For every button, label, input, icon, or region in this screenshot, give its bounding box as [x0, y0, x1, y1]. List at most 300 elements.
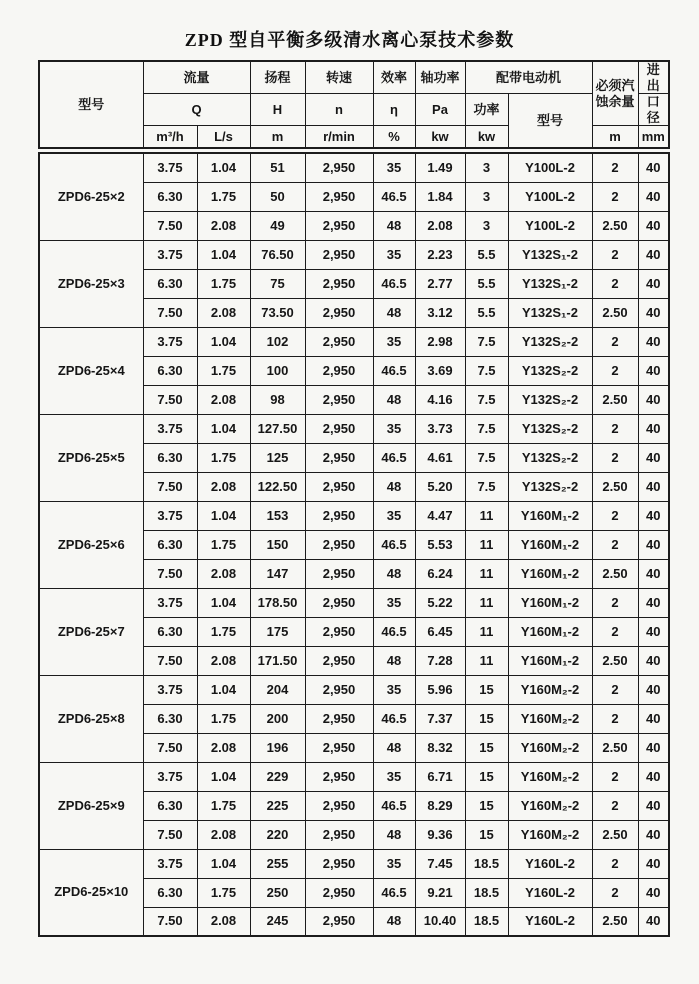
value-cell: 2.77 — [415, 269, 465, 298]
header-flow-group: 流量 — [143, 61, 250, 94]
header-efficiency-unit: % — [373, 126, 415, 148]
header-speed-group: 转速 — [305, 61, 373, 94]
value-cell: 2.08 — [197, 820, 250, 849]
value-cell: 35 — [373, 153, 415, 182]
value-cell: 2.50 — [592, 385, 638, 414]
value-cell: 40 — [638, 617, 669, 646]
value-cell: Y160M₂-2 — [508, 762, 592, 791]
value-cell: 6.45 — [415, 617, 465, 646]
value-cell: 2,950 — [305, 356, 373, 385]
table-row — [39, 762, 669, 791]
value-cell: 7.5 — [465, 443, 508, 472]
value-cell: 7.5 — [465, 385, 508, 414]
value-cell: 15 — [465, 820, 508, 849]
value-cell: 3.75 — [143, 153, 197, 182]
value-cell: 6.30 — [143, 356, 197, 385]
value-cell: 2 — [592, 356, 638, 385]
value-cell: 35 — [373, 762, 415, 791]
value-cell: 35 — [373, 588, 415, 617]
value-cell: 1.75 — [197, 704, 250, 733]
pump-model-cell: ZPD6-25×9 — [39, 762, 143, 849]
value-cell: 100 — [250, 356, 305, 385]
value-cell: 2.08 — [197, 559, 250, 588]
pump-model-cell: ZPD6-25×2 — [39, 153, 143, 240]
value-cell: Y132S₂-2 — [508, 356, 592, 385]
value-cell: 15 — [465, 704, 508, 733]
value-cell: 2,950 — [305, 588, 373, 617]
value-cell: 2 — [592, 443, 638, 472]
value-cell: 35 — [373, 501, 415, 530]
value-cell: 40 — [638, 385, 669, 414]
value-cell: Y160M₂-2 — [508, 704, 592, 733]
value-cell: 102 — [250, 327, 305, 356]
value-cell: 7.37 — [415, 704, 465, 733]
value-cell: 171.50 — [250, 646, 305, 675]
header-motor-power-unit: kw — [465, 126, 508, 148]
value-cell: 255 — [250, 849, 305, 878]
value-cell: 150 — [250, 530, 305, 559]
value-cell: 48 — [373, 907, 415, 936]
value-cell: 40 — [638, 878, 669, 907]
value-cell: 2 — [592, 240, 638, 269]
value-cell: Y160M₁-2 — [508, 588, 592, 617]
header-npsh-label: 必须汽蚀余量 — [592, 61, 638, 126]
value-cell: 2,950 — [305, 443, 373, 472]
value-cell: 46.5 — [373, 269, 415, 298]
spec-table-body — [38, 152, 670, 937]
value-cell: 46.5 — [373, 878, 415, 907]
table-row — [39, 327, 669, 356]
value-cell: 40 — [638, 443, 669, 472]
value-cell: 175 — [250, 617, 305, 646]
value-cell: 1.04 — [197, 762, 250, 791]
value-cell: 7.5 — [465, 327, 508, 356]
value-cell: 2,950 — [305, 704, 373, 733]
value-cell: 2 — [592, 588, 638, 617]
value-cell: 15 — [465, 762, 508, 791]
value-cell: Y160M₁-2 — [508, 646, 592, 675]
value-cell: Y100L-2 — [508, 153, 592, 182]
value-cell: 2,950 — [305, 153, 373, 182]
value-cell: 1.04 — [197, 588, 250, 617]
value-cell: 2 — [592, 153, 638, 182]
value-cell: 76.50 — [250, 240, 305, 269]
value-cell: 3.75 — [143, 414, 197, 443]
pump-model-cell: ZPD6-25×7 — [39, 588, 143, 675]
value-cell: 3 — [465, 211, 508, 240]
value-cell: 35 — [373, 414, 415, 443]
value-cell: 35 — [373, 849, 415, 878]
value-cell: 6.30 — [143, 182, 197, 211]
value-cell: 2 — [592, 849, 638, 878]
value-cell: 2 — [592, 675, 638, 704]
value-cell: 7.28 — [415, 646, 465, 675]
header-shaft-power-symbol: Pa — [415, 94, 465, 126]
value-cell: Y160M₂-2 — [508, 675, 592, 704]
value-cell: 9.36 — [415, 820, 465, 849]
value-cell: 1.75 — [197, 791, 250, 820]
value-cell: 147 — [250, 559, 305, 588]
value-cell: 40 — [638, 820, 669, 849]
value-cell: 1.75 — [197, 356, 250, 385]
value-cell: 2,950 — [305, 327, 373, 356]
value-cell: Y160L-2 — [508, 849, 592, 878]
value-cell: 2,950 — [305, 907, 373, 936]
value-cell: 46.5 — [373, 791, 415, 820]
header-port-unit: mm — [638, 126, 669, 148]
value-cell: 10.40 — [415, 907, 465, 936]
value-cell: 153 — [250, 501, 305, 530]
body-rows — [39, 153, 669, 936]
value-cell: 18.5 — [465, 878, 508, 907]
value-cell: 11 — [465, 501, 508, 530]
pump-model-cell: ZPD6-25×8 — [39, 675, 143, 762]
value-cell: Y132S₁-2 — [508, 240, 592, 269]
value-cell: 51 — [250, 153, 305, 182]
value-cell: Y132S₂-2 — [508, 443, 592, 472]
value-cell: 2 — [592, 327, 638, 356]
value-cell: 15 — [465, 733, 508, 762]
value-cell: 2,950 — [305, 501, 373, 530]
value-cell: 7.50 — [143, 820, 197, 849]
value-cell: 250 — [250, 878, 305, 907]
value-cell: 2,950 — [305, 211, 373, 240]
value-cell: 7.5 — [465, 356, 508, 385]
header-model-label: 型号 — [39, 61, 143, 148]
value-cell: 2.08 — [197, 907, 250, 936]
header-motor-model-label: 型号 — [508, 94, 592, 148]
value-cell: Y132S₂-2 — [508, 414, 592, 443]
value-cell: 3.75 — [143, 675, 197, 704]
value-cell: 40 — [638, 733, 669, 762]
value-cell: 3.12 — [415, 298, 465, 327]
value-cell: 1.75 — [197, 617, 250, 646]
value-cell: 40 — [638, 356, 669, 385]
value-cell: Y132S₂-2 — [508, 327, 592, 356]
value-cell: 48 — [373, 559, 415, 588]
value-cell: 49 — [250, 211, 305, 240]
value-cell: 48 — [373, 820, 415, 849]
value-cell: 40 — [638, 907, 669, 936]
value-cell: 2,950 — [305, 617, 373, 646]
table-row — [39, 675, 669, 704]
value-cell: 2,950 — [305, 849, 373, 878]
value-cell: 1.04 — [197, 849, 250, 878]
value-cell: 2.50 — [592, 733, 638, 762]
value-cell: 3.69 — [415, 356, 465, 385]
value-cell: 2,950 — [305, 733, 373, 762]
value-cell: 200 — [250, 704, 305, 733]
value-cell: 2 — [592, 704, 638, 733]
table-row — [39, 240, 669, 269]
value-cell: 5.20 — [415, 472, 465, 501]
value-cell: 15 — [465, 791, 508, 820]
value-cell: 2,950 — [305, 791, 373, 820]
pump-model-cell: ZPD6-25×6 — [39, 501, 143, 588]
value-cell: 1.04 — [197, 675, 250, 704]
value-cell: 4.61 — [415, 443, 465, 472]
value-cell: 40 — [638, 501, 669, 530]
value-cell: 40 — [638, 849, 669, 878]
value-cell: 1.04 — [197, 240, 250, 269]
value-cell: 2 — [592, 182, 638, 211]
value-cell: 48 — [373, 472, 415, 501]
value-cell: 3.75 — [143, 849, 197, 878]
value-cell: 3.73 — [415, 414, 465, 443]
value-cell: 2,950 — [305, 530, 373, 559]
pump-model-cell: ZPD6-25×10 — [39, 849, 143, 936]
value-cell: 2.50 — [592, 472, 638, 501]
value-cell: 220 — [250, 820, 305, 849]
value-cell: 2.08 — [197, 298, 250, 327]
header-port-label-line1: 进出 — [638, 61, 669, 94]
value-cell: 1.75 — [197, 443, 250, 472]
value-cell: 5.5 — [465, 269, 508, 298]
pump-model-cell: ZPD6-25×4 — [39, 327, 143, 414]
header-speed-unit: r/min — [305, 126, 373, 148]
value-cell: 40 — [638, 704, 669, 733]
value-cell: 2 — [592, 617, 638, 646]
value-cell: Y132S₁-2 — [508, 298, 592, 327]
value-cell: 7.50 — [143, 907, 197, 936]
value-cell: 2.08 — [197, 472, 250, 501]
value-cell: Y132S₂-2 — [508, 472, 592, 501]
value-cell: Y160M₁-2 — [508, 501, 592, 530]
value-cell: 40 — [638, 269, 669, 298]
value-cell: 8.29 — [415, 791, 465, 820]
value-cell: 6.30 — [143, 530, 197, 559]
value-cell: 2.98 — [415, 327, 465, 356]
value-cell: 2,950 — [305, 675, 373, 704]
value-cell: 196 — [250, 733, 305, 762]
value-cell: 40 — [638, 327, 669, 356]
value-cell: 2,950 — [305, 762, 373, 791]
value-cell: 1.75 — [197, 269, 250, 298]
value-cell: 6.30 — [143, 443, 197, 472]
value-cell: 2 — [592, 414, 638, 443]
value-cell: Y160M₁-2 — [508, 617, 592, 646]
table-row — [39, 501, 669, 530]
value-cell: Y160L-2 — [508, 907, 592, 936]
header-head-group: 扬程 — [250, 61, 305, 94]
value-cell: 3.75 — [143, 327, 197, 356]
value-cell: 48 — [373, 733, 415, 762]
value-cell: 2,950 — [305, 240, 373, 269]
value-cell: 40 — [638, 298, 669, 327]
header-shaft-power-unit: kw — [415, 126, 465, 148]
value-cell: 3.75 — [143, 588, 197, 617]
value-cell: 40 — [638, 530, 669, 559]
header-head-symbol: H — [250, 94, 305, 126]
value-cell: 1.75 — [197, 182, 250, 211]
table-row — [39, 153, 669, 182]
value-cell: 6.30 — [143, 704, 197, 733]
value-cell: 4.47 — [415, 501, 465, 530]
value-cell: 35 — [373, 240, 415, 269]
header-head-unit: m — [250, 126, 305, 148]
header-motor-power-label: 功率 — [465, 94, 508, 126]
value-cell: 9.21 — [415, 878, 465, 907]
value-cell: 3.75 — [143, 762, 197, 791]
value-cell: Y132S₁-2 — [508, 269, 592, 298]
value-cell: 2 — [592, 762, 638, 791]
value-cell: 18.5 — [465, 849, 508, 878]
value-cell: 40 — [638, 211, 669, 240]
value-cell: 2.50 — [592, 820, 638, 849]
value-cell: 1.04 — [197, 501, 250, 530]
value-cell: 40 — [638, 240, 669, 269]
value-cell: 18.5 — [465, 907, 508, 936]
value-cell: 204 — [250, 675, 305, 704]
value-cell: 48 — [373, 298, 415, 327]
value-cell: 229 — [250, 762, 305, 791]
value-cell: 178.50 — [250, 588, 305, 617]
value-cell: 40 — [638, 791, 669, 820]
header-efficiency-group: 效率 — [373, 61, 415, 94]
value-cell: 2,950 — [305, 182, 373, 211]
value-cell: 5.22 — [415, 588, 465, 617]
value-cell: 2 — [592, 269, 638, 298]
value-cell: 6.71 — [415, 762, 465, 791]
header-motor-group: 配带电动机 — [465, 61, 592, 94]
value-cell: 46.5 — [373, 530, 415, 559]
value-cell: 46.5 — [373, 356, 415, 385]
value-cell: 40 — [638, 762, 669, 791]
value-cell: 40 — [638, 559, 669, 588]
value-cell: 2,950 — [305, 646, 373, 675]
value-cell: 2,950 — [305, 472, 373, 501]
value-cell: 48 — [373, 385, 415, 414]
value-cell: 7.50 — [143, 211, 197, 240]
value-cell: 122.50 — [250, 472, 305, 501]
value-cell: 40 — [638, 646, 669, 675]
table-row — [39, 849, 669, 878]
value-cell: 1.49 — [415, 153, 465, 182]
value-cell: 3 — [465, 153, 508, 182]
value-cell: 7.50 — [143, 385, 197, 414]
value-cell: 48 — [373, 211, 415, 240]
value-cell: 2.08 — [197, 646, 250, 675]
value-cell: 2.50 — [592, 559, 638, 588]
value-cell: 3.75 — [143, 240, 197, 269]
value-cell: 5.96 — [415, 675, 465, 704]
value-cell: 7.50 — [143, 733, 197, 762]
value-cell: 1.04 — [197, 153, 250, 182]
value-cell: 2.50 — [592, 211, 638, 240]
value-cell: 46.5 — [373, 182, 415, 211]
pump-model-cell: ZPD6-25×3 — [39, 240, 143, 327]
value-cell: 6.30 — [143, 878, 197, 907]
value-cell: 11 — [465, 646, 508, 675]
value-cell: 2 — [592, 878, 638, 907]
value-cell: Y160M₂-2 — [508, 820, 592, 849]
value-cell: 6.30 — [143, 791, 197, 820]
value-cell: Y160M₂-2 — [508, 791, 592, 820]
value-cell: 40 — [638, 414, 669, 443]
value-cell: 2,950 — [305, 820, 373, 849]
value-cell: Y100L-2 — [508, 182, 592, 211]
header-speed-symbol: n — [305, 94, 373, 126]
spec-table-header — [38, 60, 670, 149]
value-cell: 5.5 — [465, 240, 508, 269]
value-cell: 1.75 — [197, 530, 250, 559]
value-cell: 11 — [465, 617, 508, 646]
value-cell: 73.50 — [250, 298, 305, 327]
value-cell: 125 — [250, 443, 305, 472]
value-cell: 1.84 — [415, 182, 465, 211]
value-cell: Y160M₁-2 — [508, 530, 592, 559]
value-cell: 2,950 — [305, 878, 373, 907]
value-cell: 2.08 — [197, 211, 250, 240]
value-cell: 8.32 — [415, 733, 465, 762]
value-cell: 2.50 — [592, 298, 638, 327]
value-cell: 2 — [592, 791, 638, 820]
value-cell: 2.08 — [415, 211, 465, 240]
value-cell: Y132S₂-2 — [508, 385, 592, 414]
value-cell: 75 — [250, 269, 305, 298]
value-cell: 40 — [638, 588, 669, 617]
value-cell: 11 — [465, 530, 508, 559]
value-cell: 11 — [465, 588, 508, 617]
value-cell: 2,950 — [305, 385, 373, 414]
value-cell: Y100L-2 — [508, 211, 592, 240]
header-shaft-power-group: 轴功率 — [415, 61, 465, 94]
value-cell: 4.16 — [415, 385, 465, 414]
value-cell: 7.45 — [415, 849, 465, 878]
value-cell: 1.04 — [197, 414, 250, 443]
value-cell: 7.50 — [143, 559, 197, 588]
value-cell: 35 — [373, 327, 415, 356]
value-cell: 15 — [465, 675, 508, 704]
value-cell: 46.5 — [373, 443, 415, 472]
header-flow-unit-m3h: m³/h — [143, 126, 197, 148]
value-cell: 2,950 — [305, 298, 373, 327]
value-cell: 7.5 — [465, 414, 508, 443]
value-cell: 46.5 — [373, 617, 415, 646]
value-cell: 1.04 — [197, 327, 250, 356]
header-flow-unit-ls: L/s — [197, 126, 250, 148]
value-cell: 1.75 — [197, 878, 250, 907]
value-cell: 40 — [638, 153, 669, 182]
value-cell: 35 — [373, 675, 415, 704]
value-cell: 2.08 — [197, 385, 250, 414]
value-cell: Y160M₂-2 — [508, 733, 592, 762]
value-cell: 48 — [373, 646, 415, 675]
value-cell: 98 — [250, 385, 305, 414]
value-cell: 245 — [250, 907, 305, 936]
value-cell: 3.75 — [143, 501, 197, 530]
value-cell: 40 — [638, 472, 669, 501]
value-cell: 2,950 — [305, 559, 373, 588]
value-cell: 7.50 — [143, 472, 197, 501]
header-row-1 — [39, 61, 669, 94]
value-cell: 127.50 — [250, 414, 305, 443]
value-cell: Y160M₁-2 — [508, 559, 592, 588]
value-cell: 2,950 — [305, 269, 373, 298]
value-cell: 2 — [592, 501, 638, 530]
value-cell: 3 — [465, 182, 508, 211]
page-title: ZPD 型自平衡多级清水离心泵技术参数 — [184, 30, 515, 50]
value-cell: 6.30 — [143, 269, 197, 298]
value-cell: 2.08 — [197, 733, 250, 762]
header-efficiency-symbol: η — [373, 94, 415, 126]
value-cell: 11 — [465, 559, 508, 588]
value-cell: 7.50 — [143, 298, 197, 327]
header-npsh-unit: m — [592, 126, 638, 148]
value-cell: 7.50 — [143, 646, 197, 675]
value-cell: 6.30 — [143, 617, 197, 646]
table-row — [39, 414, 669, 443]
